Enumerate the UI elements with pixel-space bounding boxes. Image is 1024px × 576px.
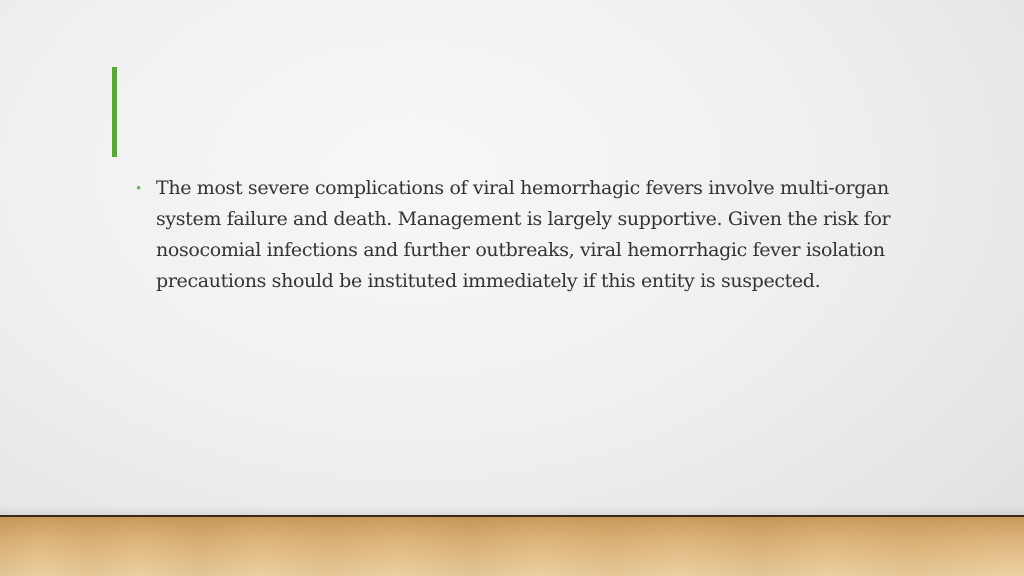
- title-accent-bar: [112, 67, 117, 157]
- slide-content: [136, 173, 926, 297]
- bullet-icon: •: [136, 181, 142, 197]
- bullet-text: The most severe complications of viral hemorrhagic fevers involve multi-organ system failure and death. Management is largely supportive. Given the risk for nosocomial infections and further outbreaks, viral hemorrhagic fever isolation precautions should be instituted immediately if this entity is suspected.: [156, 177, 891, 292]
- wood-floor-decoration: [0, 515, 1024, 576]
- bullet-item: [136, 173, 926, 297]
